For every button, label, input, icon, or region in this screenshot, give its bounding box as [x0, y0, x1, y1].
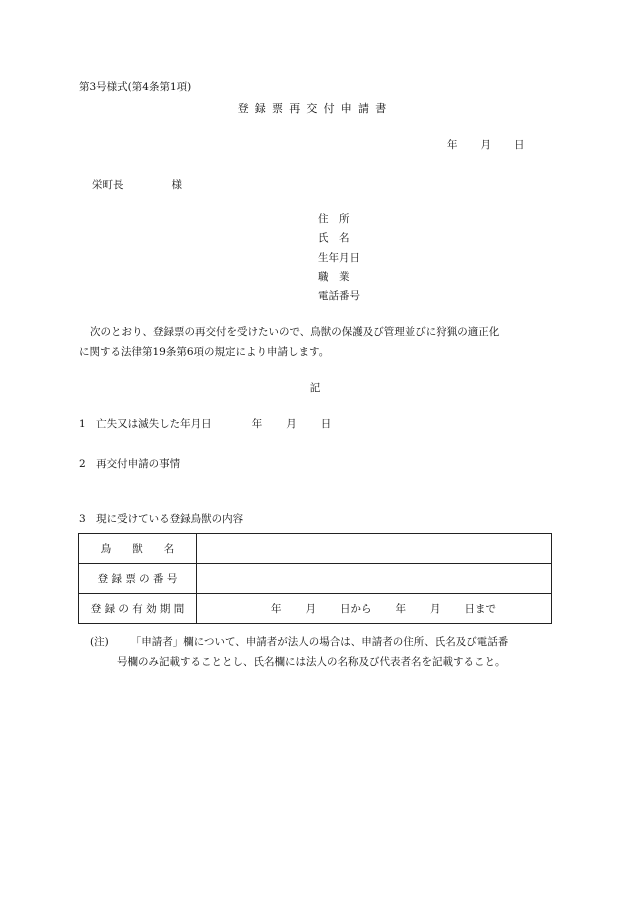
item-2: 2 再交付申請の事情: [79, 458, 181, 470]
field-occupation: 職 業: [318, 270, 350, 283]
field-address: 住 所: [318, 213, 350, 225]
period-month-1: 月: [305, 603, 316, 615]
date-line: [447, 137, 525, 152]
note-line-1: [90, 632, 508, 652]
field-phone: 電話番号: [318, 290, 360, 303]
item-1: [79, 416, 331, 431]
table-row: [79, 594, 552, 624]
ki-heading: 記: [309, 382, 321, 394]
table-label-number: 登 録 票 の 番 号: [79, 564, 197, 594]
table-row: [79, 534, 552, 564]
date-day: 日: [514, 139, 525, 151]
table-value-species[interactable]: [197, 534, 552, 564]
field-birthdate: 生年月日: [318, 251, 360, 264]
period-year-1: 年: [271, 603, 282, 615]
date-year: 年: [447, 139, 458, 151]
note-line-2: 号欄のみ記載することとし、氏名欄には法人の名称及び代表者名を記載すること。: [117, 656, 506, 668]
item-3: 3 現に受けている登録鳥獣の内容: [79, 513, 244, 525]
date-month: 月: [480, 139, 491, 151]
table-label-period: 登 録 の 有 効 期 間: [79, 594, 197, 624]
note-text-1: 「申請者」欄について、申請者が法人の場合は、申請者の住所、氏名及び電話番: [130, 636, 509, 648]
body-line-1: 次のとおり、登録票の再交付を受けたいので、鳥獣の保護及び管理並びに狩猟の適正化: [90, 326, 500, 338]
item-1-day: 日: [320, 418, 332, 430]
applicant-fields: [318, 210, 360, 306]
table-value-number[interactable]: [197, 564, 552, 594]
addressee-honorific: 様: [171, 179, 182, 191]
note-prefix: (注): [90, 636, 109, 648]
item-1-year: 年: [251, 418, 263, 430]
table-label-species: 鳥 獣 名: [79, 534, 197, 564]
registration-table: [78, 533, 552, 624]
note: [90, 632, 508, 672]
period-month-2: 月: [430, 603, 441, 615]
table-row: [79, 564, 552, 594]
addressee-name: 栄町長: [92, 179, 124, 191]
form-number: 第3号様式(第4条第1項): [79, 81, 192, 93]
item-1-label: 1 亡失又は滅失した年月日: [79, 418, 212, 430]
body-text: [79, 322, 499, 362]
field-name: 氏 名: [318, 232, 350, 245]
body-line-2: に関する法律第19条第6項の規定により申請します。: [79, 346, 330, 358]
period-day-1: 日から: [340, 603, 372, 615]
period-year-2: 年: [395, 603, 406, 615]
table-value-period[interactable]: [197, 594, 552, 624]
item-1-month: 月: [286, 418, 297, 430]
period-day-2: 日まで: [464, 603, 496, 615]
addressee: [92, 177, 182, 192]
page-title: 登録票再交付申請書: [237, 102, 393, 115]
